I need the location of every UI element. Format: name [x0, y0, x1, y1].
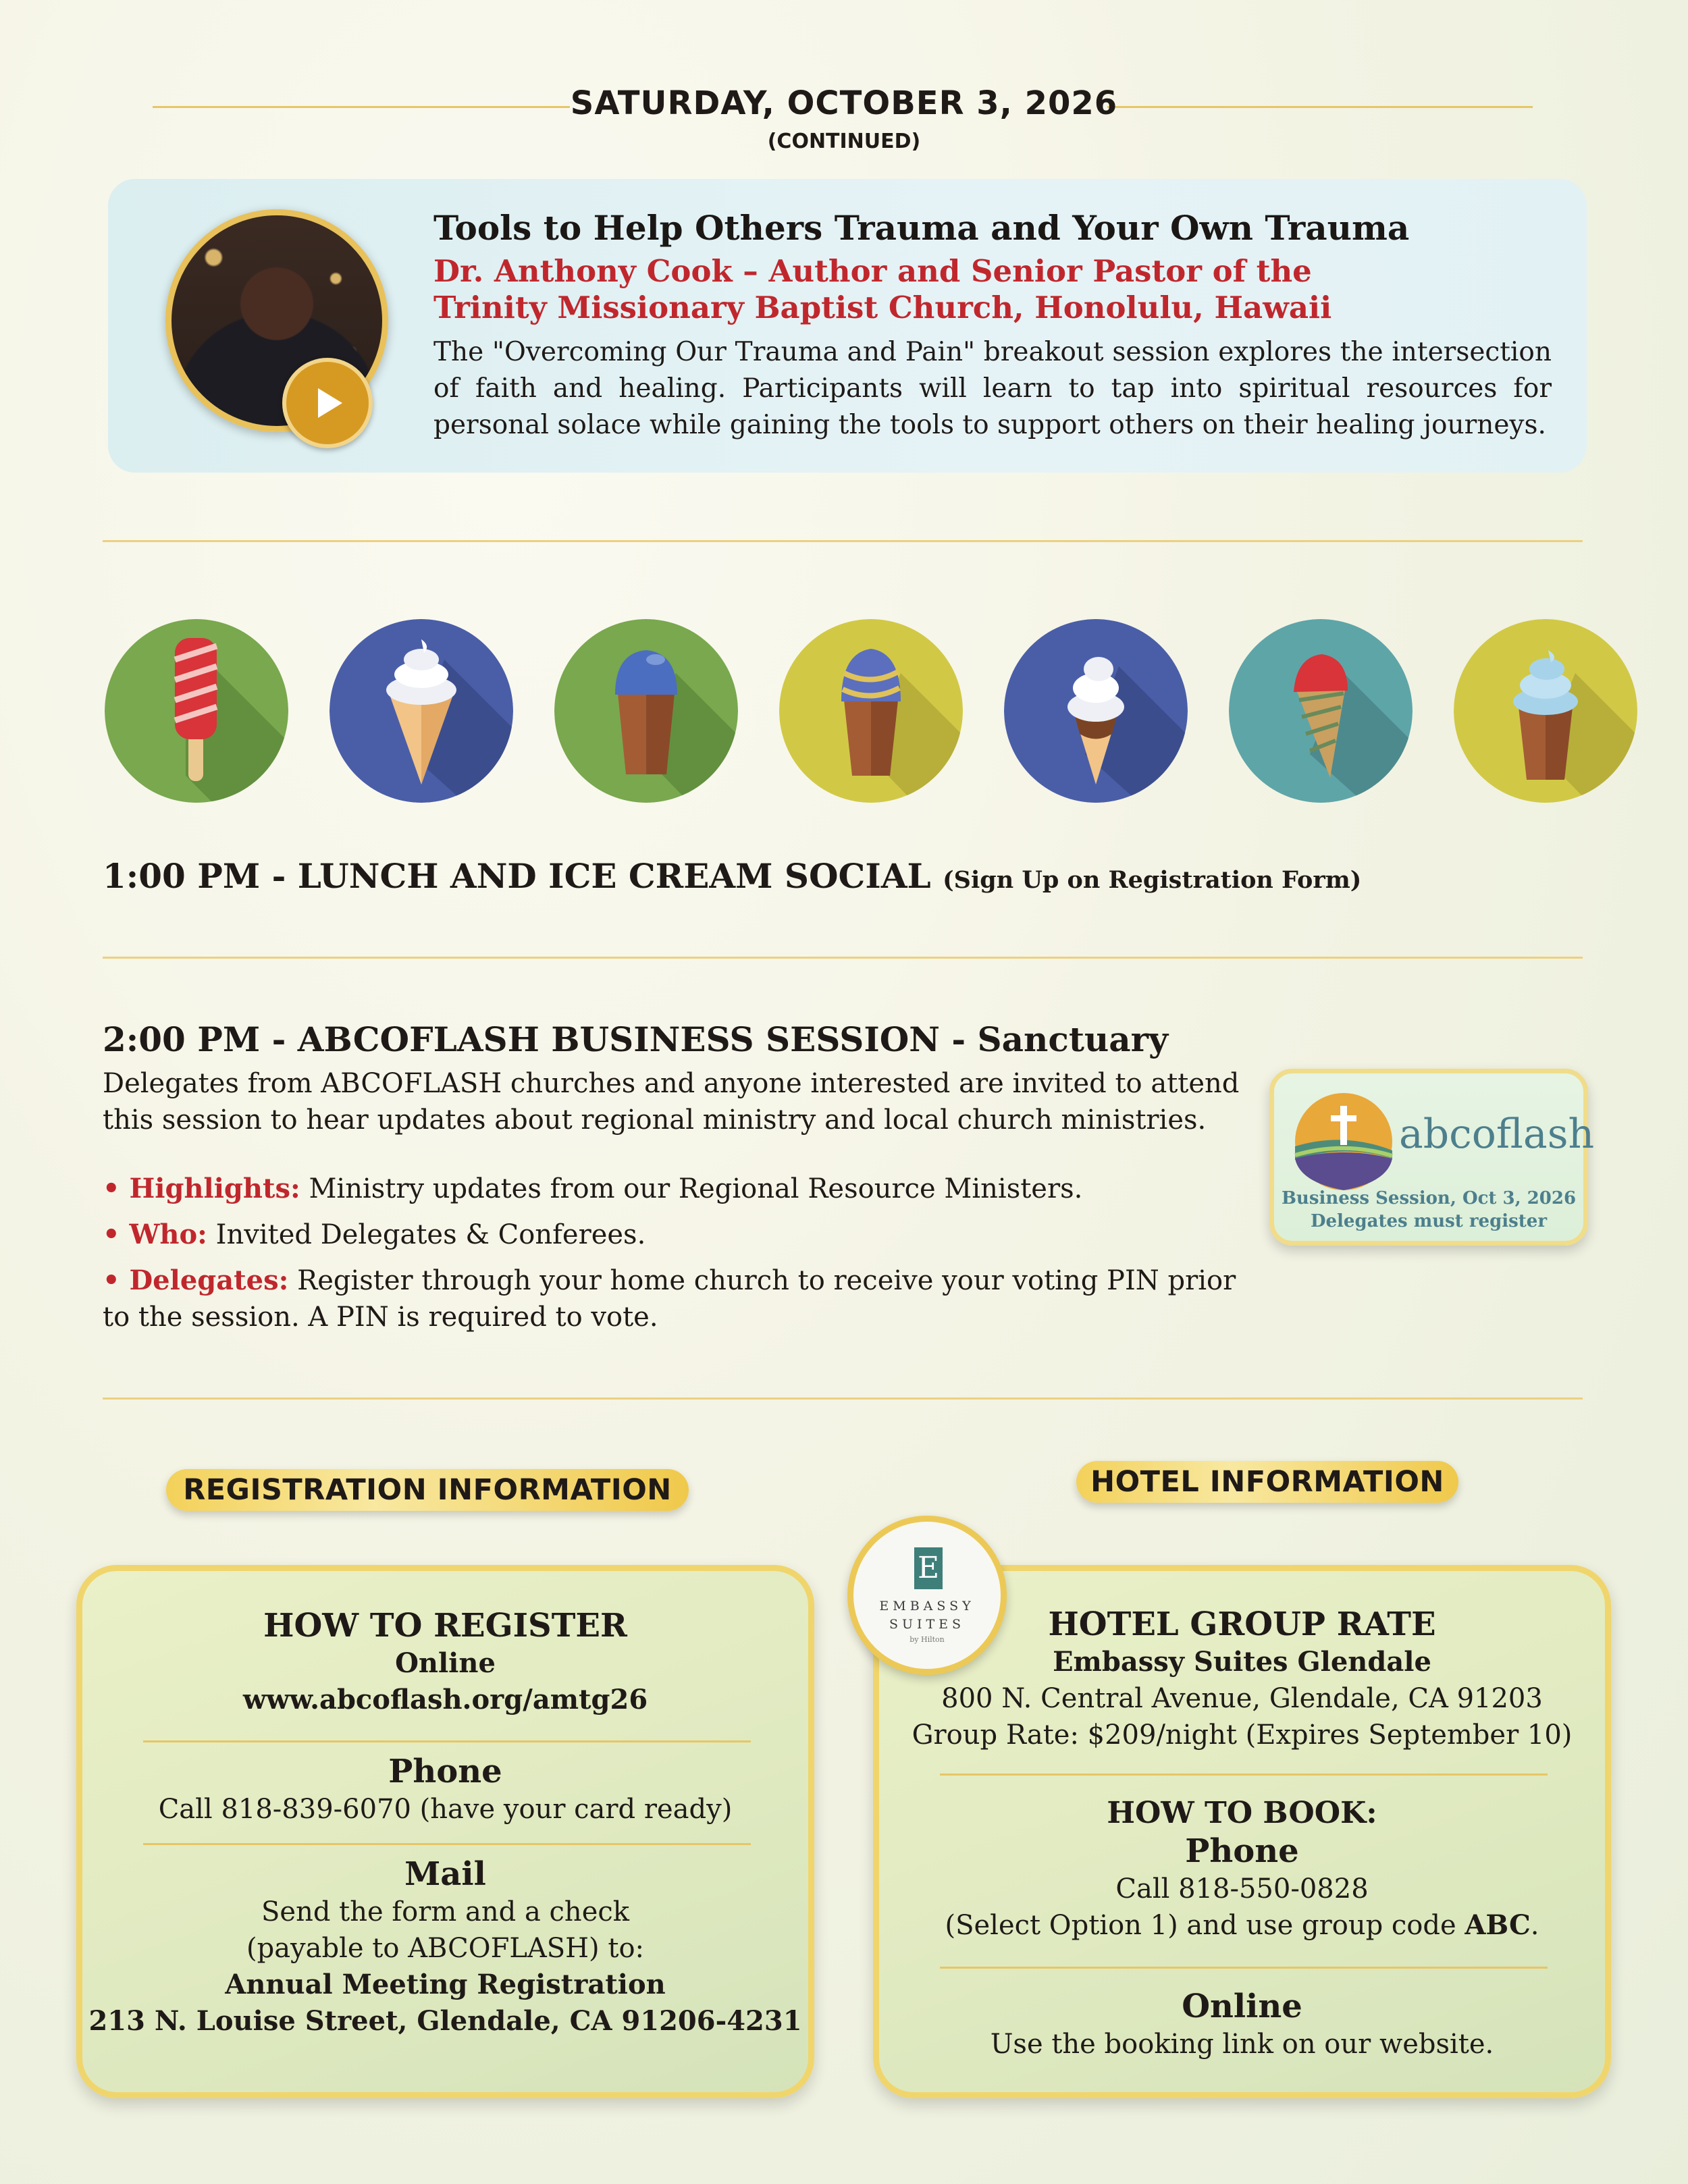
section-divider [103, 540, 1583, 542]
continued-label: (CONTINUED) [767, 130, 921, 153]
hotel-phone: Call 818-550-0828 [1115, 1873, 1369, 1905]
hotel-address: 800 N. Central Avenue, Glendale, CA 91203 [941, 1683, 1543, 1714]
hotel-rate: Group Rate: $209/night (Expires September 10) [912, 1720, 1573, 1751]
play-icon [307, 383, 348, 423]
speaker-line-1: Dr. Anthony Cook – Author and Senior Pastor of the [433, 253, 1312, 289]
popsicle-icon [105, 619, 288, 803]
mail-recipient: Annual Meeting Registration [225, 1969, 666, 2000]
play-video-button[interactable] [282, 358, 373, 448]
abcoflash-wordmark: abcoflash [1399, 1111, 1595, 1158]
registration-url[interactable]: www.abcoflash.org/amtg26 [242, 1684, 648, 1715]
mail-instructions-line: Send the form and a check [261, 1896, 629, 1927]
how-to-book-heading: HOW TO BOOK: [1107, 1796, 1377, 1830]
mail-instructions-line: (payable to ABCOFLASH) to: [246, 1933, 645, 1964]
session-title: Tools to Help Others Trauma and Your Own Trauma [433, 208, 1410, 248]
hotel-ribbon: HOTEL INFORMATION [1076, 1461, 1458, 1503]
business-session-title: 2:00 PM - ABCOFLASH BUSINESS SESSION - Sanctuary [103, 1019, 1169, 1059]
divider [143, 1843, 751, 1845]
hotel-online-text: Use the booking link on our website. [990, 2029, 1494, 2060]
how-to-register-heading: HOW TO REGISTER [263, 1607, 627, 1645]
session-speaker [433, 253, 1548, 326]
section-divider [103, 1397, 1583, 1400]
list-item: • Highlights: Ministry updates from our Regional Resource Ministers. [103, 1173, 1083, 1204]
section-divider [103, 957, 1583, 959]
registration-box [76, 1565, 814, 2098]
embassy-suites-logo: E EMBASSY SUITES by Hilton [847, 1516, 1007, 1675]
light-blue-swirl-cup-icon [1454, 619, 1637, 803]
mail-address: 213 N. Louise Street, Glendale, CA 91206-4231 [88, 2005, 802, 2037]
group-code: ABC [1465, 1909, 1531, 1941]
session-description: The "Overcoming Our Trauma and Pain" breakout session explores the intersection of faith and healing. Participants will learn to tap into spiritual resources for personal solace while gaining the tools to support others on their healing journeys. [433, 337, 1552, 440]
blue-scoop-cup-icon [554, 619, 738, 803]
page-date: SATURDAY, OCTOBER 3, 2026 [570, 84, 1118, 122]
abcoflash-logo-icon [1293, 1091, 1394, 1192]
list-item: • Delegates: Register through your home church to receive your voting PIN prior to the session. A PIN is required to vote. [103, 1264, 1236, 1333]
divider [940, 1774, 1548, 1776]
phone-label: Phone [388, 1753, 502, 1790]
badge-note: Business Session, Oct 3, 2026 Delegates must register [1281, 1188, 1577, 1231]
hotel-online-label: Online [1182, 1988, 1302, 2025]
divider [940, 1967, 1548, 1969]
list-item: • Who: Invited Delegates & Conferees. [103, 1219, 646, 1250]
speaker-line-2: Trinity Missionary Baptist Church, Honolulu, Hawaii [433, 290, 1332, 325]
soft-serve-cone-icon [329, 619, 513, 803]
lunch-title: 1:00 PM - LUNCH AND ICE CREAM SOCIAL [103, 856, 931, 896]
business-session-description: Delegates from ABCOFLASH churches and anyone interested are invited to attend this session to hear updates about regional ministry and local church ministries. [103, 1068, 1240, 1136]
lunch-note: (Sign Up on Registration Form) [943, 866, 1362, 894]
divider [143, 1740, 751, 1742]
hotel-name: Embassy Suites Glendale [1053, 1646, 1431, 1678]
registration-phone: Call 818-839-6070 (have your card ready) [158, 1794, 733, 1825]
online-label: Online [395, 1647, 496, 1679]
lunch-heading [103, 856, 1361, 896]
registration-ribbon: REGISTRATION INFORMATION [166, 1469, 689, 1511]
sprinkle-cone-icon [1229, 619, 1413, 803]
hotel-phone-label: Phone [1185, 1832, 1299, 1870]
mail-label: Mail [404, 1855, 486, 1893]
business-session-details [103, 1171, 1250, 1345]
embassy-e-icon: E [914, 1547, 943, 1589]
dipped-cone-icon [1004, 619, 1188, 803]
abcoflash-badge [1269, 1069, 1595, 1246]
drizzle-scoop-cup-icon [779, 619, 963, 803]
hotel-rate-heading: HOTEL GROUP RATE [1048, 1605, 1436, 1643]
hotel-booking-instructions: (Select Option 1) and use group code ABC. [945, 1909, 1539, 1941]
